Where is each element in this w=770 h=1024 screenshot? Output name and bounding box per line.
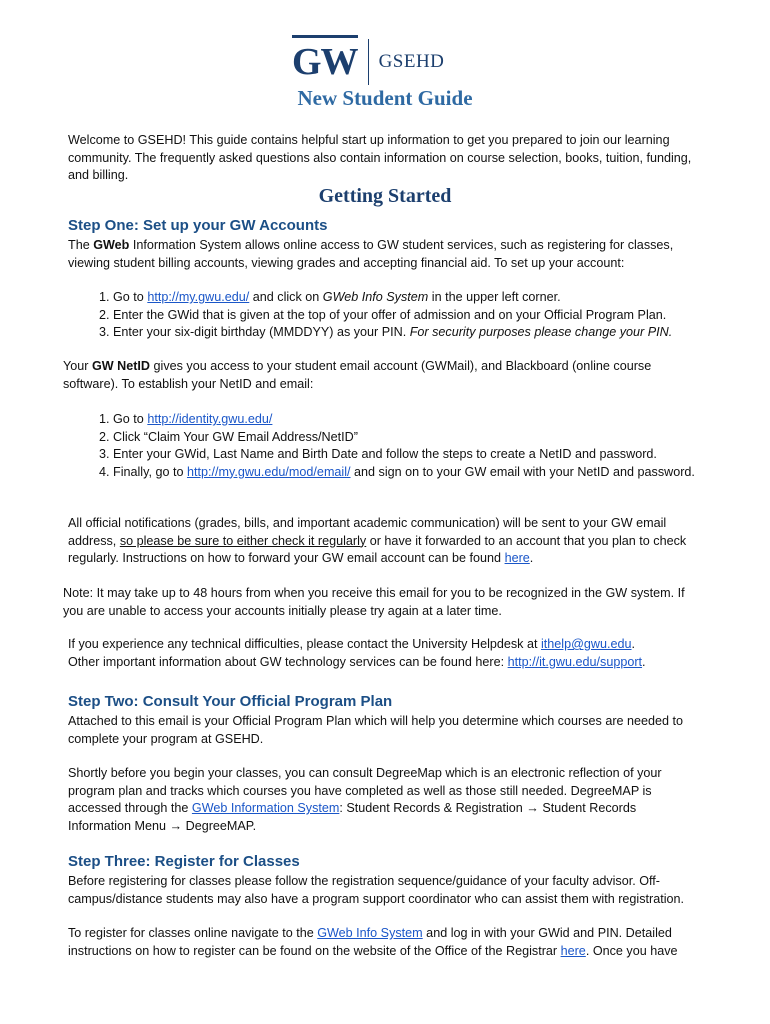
link-ithelp-email[interactable]: ithelp@gwu.edu	[541, 637, 632, 651]
step-two-heading: Step Two: Consult Your Official Program Plan	[68, 693, 393, 710]
list-item: 2. Enter the GWid that is given at the top of your offer of admission and on your Official Program Plan.	[113, 307, 713, 325]
intro-paragraph: Welcome to GSEHD! This guide contains helpful start up information to get you prepared to join our learning community. The frequently asked questions also contain information on course selection, books, tuition, funding, and billing.	[68, 133, 692, 182]
helpdesk-paragraph: If you experience any technical difficulties, please contact the University Helpdesk at ithelp@gwu.edu. Other important information about GW technology services can be found here: http://it.gwu.edu/support.	[68, 637, 646, 669]
degreemap-paragraph: Shortly before you begin your classes, you can consult DegreeMap which is an electronic reflection of your program plan and tracks which courses you have completed as well as those still needed. DegreeMAP is accessed through the GWeb Information System: Student Records & Registration → Student Records Information Menu → DegreeMAP.	[68, 766, 662, 833]
gweb-description: The GWeb Information System allows online access to GW student services, such as registering for classes, viewing student billing accounts, viewing grades and accepting financial aid. To set up your account:	[68, 238, 674, 270]
list-item: 1. Go to http://identity.gwu.edu/	[113, 411, 713, 429]
list-item: 3. Enter your GWid, Last Name and Birth Date and follow the steps to create a NetID and password.	[113, 446, 713, 464]
step-one-heading: Step One: Set up your GW Accounts	[68, 217, 328, 234]
link-gweb-info-system[interactable]: GWeb Info System	[317, 926, 423, 940]
register-online-paragraph: To register for classes online navigate to the GWeb Info System and log in with your GWid and PIN. Detailed instructions on how to register can be found on the website of the Office of the Registrar here. Once you have	[68, 926, 678, 958]
link-my-gwu[interactable]: http://my.gwu.edu/	[147, 290, 250, 304]
link-identity-gwu[interactable]: http://identity.gwu.edu/	[147, 412, 273, 426]
netid-setup-list	[88, 411, 713, 481]
gw-logo-mark: GW	[292, 43, 358, 81]
document-title: New Student Guide	[297, 86, 473, 110]
list-item: 3. Enter your six-digit birthday (MMDDYY) as your PIN. For security purposes please change your PIN.	[113, 324, 713, 342]
notifications-paragraph: All official notifications (grades, bills, and important academic communication) will be sent to your GW email address, so please be sure to either check it regularly or have it forwarded to an account that you plan to check regularly. Instructions on how to forward your GW email account can be found here.	[68, 516, 687, 565]
link-gweb-information-system[interactable]: GWeb Information System	[191, 801, 340, 815]
list-item: 2. Click “Claim Your GW Email Address/NetID”	[113, 429, 713, 447]
logo-school-name: GSEHD	[378, 51, 445, 73]
step-three-heading: Step Three: Register for Classes	[68, 853, 300, 870]
gweb-setup-list	[88, 289, 713, 342]
gw-gsehd-logo	[292, 36, 444, 88]
registration-sequence-paragraph: Before registering for classes please follow the registration sequence/guidance of your faculty advisor. Off-campus/distance students may also have a program support coordinator who can assist them with registration.	[68, 874, 684, 906]
note-paragraph: Note: It may take up to 48 hours from when you receive this email for you to be recognized in the GW system. If you are unable to access your accounts initially please try again at a later time.	[63, 586, 685, 618]
logo-divider	[368, 39, 369, 85]
link-registrar-here[interactable]: here	[560, 943, 586, 958]
program-plan-paragraph: Attached to this email is your Official Program Plan which will help you determine which courses are needed to complete your program at GSEHD.	[68, 714, 684, 746]
link-it-support[interactable]: http://it.gwu.edu/support	[507, 654, 643, 669]
link-forward-email-here[interactable]: here	[504, 551, 530, 565]
list-item: 4. Finally, go to http://my.gwu.edu/mod/email/ and sign on to your GW email with your NetID and password.	[113, 464, 713, 482]
section-title-getting-started: Getting Started	[318, 185, 452, 207]
link-gw-email[interactable]: http://my.gwu.edu/mod/email/	[186, 464, 351, 479]
netid-description: Your GW NetID gives you access to your student email account (GWMail), and Blackboard (online course software). To establish your NetID and email:	[63, 359, 652, 391]
list-item: 1. Go to http://my.gwu.edu/ and click on GWeb Info System in the upper left corner.	[113, 289, 713, 307]
